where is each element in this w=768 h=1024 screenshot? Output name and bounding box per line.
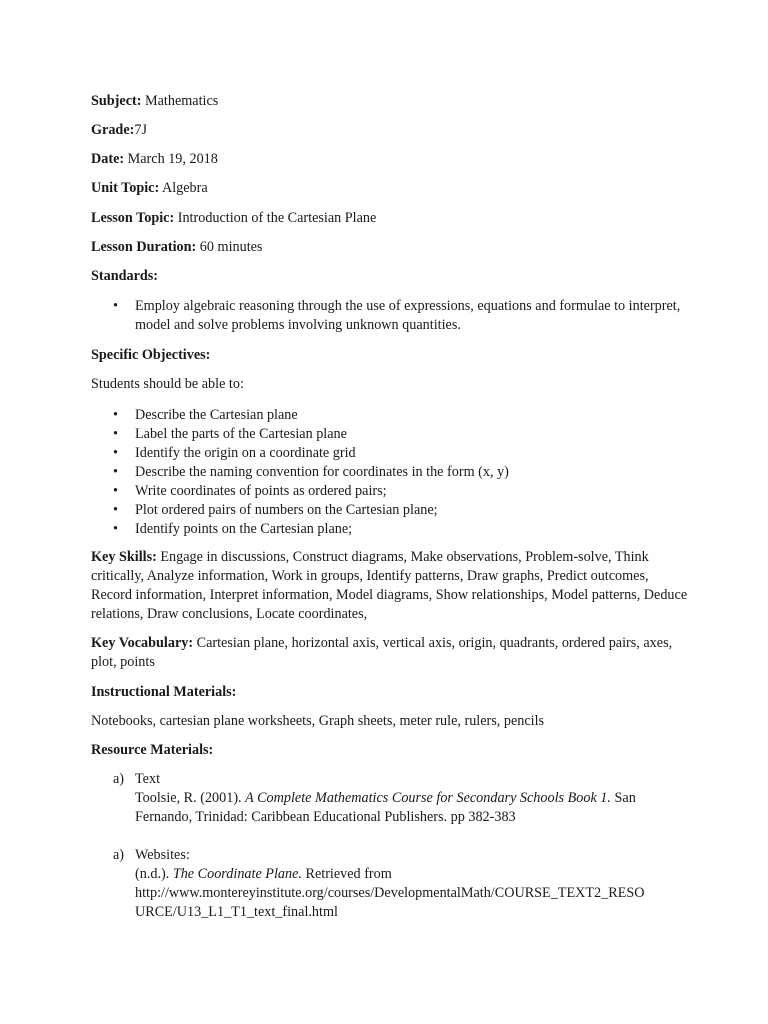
- instructional-materials-heading: Instructional Materials:: [91, 684, 237, 700]
- unit-topic-field: [91, 179, 208, 198]
- objectives-list: [91, 406, 509, 539]
- standards-item: [91, 297, 691, 335]
- standards-list: [91, 297, 691, 335]
- subject-label: Subject:: [91, 93, 142, 109]
- lesson-duration-value: 60 minutes: [196, 239, 263, 255]
- objective-item: [91, 520, 509, 539]
- bullet-icon: •: [113, 483, 118, 499]
- date-value: March 19, 2018: [124, 151, 218, 167]
- date-label: Date:: [91, 151, 125, 167]
- grade-field: [91, 121, 147, 140]
- citation-date: (n.d.).: [135, 866, 173, 882]
- objective-item: [91, 482, 509, 501]
- unit-topic-label: Unit Topic:: [91, 180, 160, 196]
- citation-publisher-start: San: [610, 790, 636, 806]
- objective-item-text: Identify points on the Cartesian plane;: [135, 521, 353, 537]
- key-skills-paragraph: [91, 548, 691, 624]
- objective-item: [91, 463, 509, 482]
- key-vocabulary-text: Cartesian plane, horizontal axis, vertical axis, origin, quadrants, ordered pairs, axes, plot, points: [91, 635, 673, 670]
- citation-author: Toolsie, R. (2001).: [135, 790, 246, 806]
- resource-text-citation-line2: Fernando, Trinidad: Caribbean Educational Publishers. pp 382-383: [135, 809, 516, 825]
- resource-text-item: [91, 770, 691, 827]
- bullet-icon: •: [113, 521, 118, 537]
- list-marker: a): [113, 771, 125, 787]
- bullet-icon: •: [113, 445, 118, 461]
- unit-topic-value: Algebra: [159, 180, 208, 196]
- lesson-topic-value: Introduction of the Cartesian Plane: [174, 210, 377, 226]
- bullet-icon: •: [113, 426, 118, 442]
- instructional-materials-text: Notebooks, cartesian plane worksheets, Graph sheets, meter rule, rulers, pencils: [91, 713, 545, 729]
- standards-item-text: Employ algebraic reasoning through the use of expressions, equations and formulae to interpret, model and solve problems involving unknown quantities.: [135, 298, 681, 333]
- grade-label: Grade:: [91, 122, 135, 138]
- key-vocabulary-paragraph: [91, 634, 691, 672]
- lesson-topic-label: Lesson Topic:: [91, 210, 175, 226]
- objective-item-text: Identify the origin on a coordinate grid: [135, 445, 356, 461]
- objective-item-text: Label the parts of the Cartesian plane: [135, 426, 347, 442]
- objective-item-text: Describe the naming convention for coordinates in the form (x, y): [135, 464, 509, 480]
- objective-item-text: Describe the Cartesian plane: [135, 407, 298, 423]
- citation-book-title: A Complete Mathematics Course for Secondary Schools Book 1.: [245, 790, 611, 806]
- citation-retrieved: Retrieved from: [301, 866, 392, 882]
- bullet-icon: •: [113, 464, 118, 480]
- date-field: [91, 150, 218, 169]
- list-marker: a): [113, 847, 125, 863]
- resource-web-title: Websites:: [135, 847, 190, 863]
- lesson-duration-field: [91, 238, 262, 257]
- bullet-icon: •: [113, 298, 118, 314]
- objectives-intro: Students should be able to:: [91, 376, 244, 392]
- lesson-topic-field: [91, 209, 376, 228]
- subject-value: Mathematics: [141, 93, 219, 109]
- bullet-icon: •: [113, 407, 118, 423]
- key-skills-label: Key Skills:: [91, 549, 157, 565]
- resource-text-title: Text: [135, 771, 161, 787]
- key-skills-text: Engage in discussions, Construct diagrams, Make observations, Problem-solve, Think critically, Analyze information, Work in groups, Identify patterns, Draw graphs, Predict outcomes, Record information, Interpret information, Model diagrams, Show relationships, Model patterns, Deduce relations, Draw conclusions, Locate coordinates,: [91, 549, 688, 622]
- citation-page-title: The Coordinate Plane.: [172, 866, 302, 882]
- objective-item: [91, 444, 509, 463]
- resource-web-citation-line1: [135, 865, 691, 884]
- bullet-icon: •: [113, 502, 118, 518]
- resource-text-citation-line1: [135, 789, 691, 808]
- lesson-duration-label: Lesson Duration:: [91, 239, 197, 255]
- grade-value: 7J: [134, 122, 147, 138]
- subject-field: [91, 92, 218, 111]
- resource-web-url-line1: http://www.montereyinstitute.org/courses/DevelopmentalMath/COURSE_TEXT2_RESO: [135, 885, 645, 901]
- resource-materials-heading: Resource Materials:: [91, 742, 214, 758]
- objective-item: [91, 425, 509, 444]
- objective-item: [91, 406, 509, 425]
- standards-heading: Standards:: [91, 268, 159, 284]
- objectives-heading: Specific Objectives:: [91, 347, 211, 363]
- resource-web-item: [91, 846, 691, 922]
- key-vocabulary-label: Key Vocabulary:: [91, 635, 194, 651]
- resource-web-url-line2: URCE/U13_L1_T1_text_final.html: [135, 904, 338, 920]
- objective-item-text: Write coordinates of points as ordered pairs;: [135, 483, 387, 499]
- objective-item-text: Plot ordered pairs of numbers on the Cartesian plane;: [135, 502, 438, 518]
- objective-item: [91, 501, 509, 520]
